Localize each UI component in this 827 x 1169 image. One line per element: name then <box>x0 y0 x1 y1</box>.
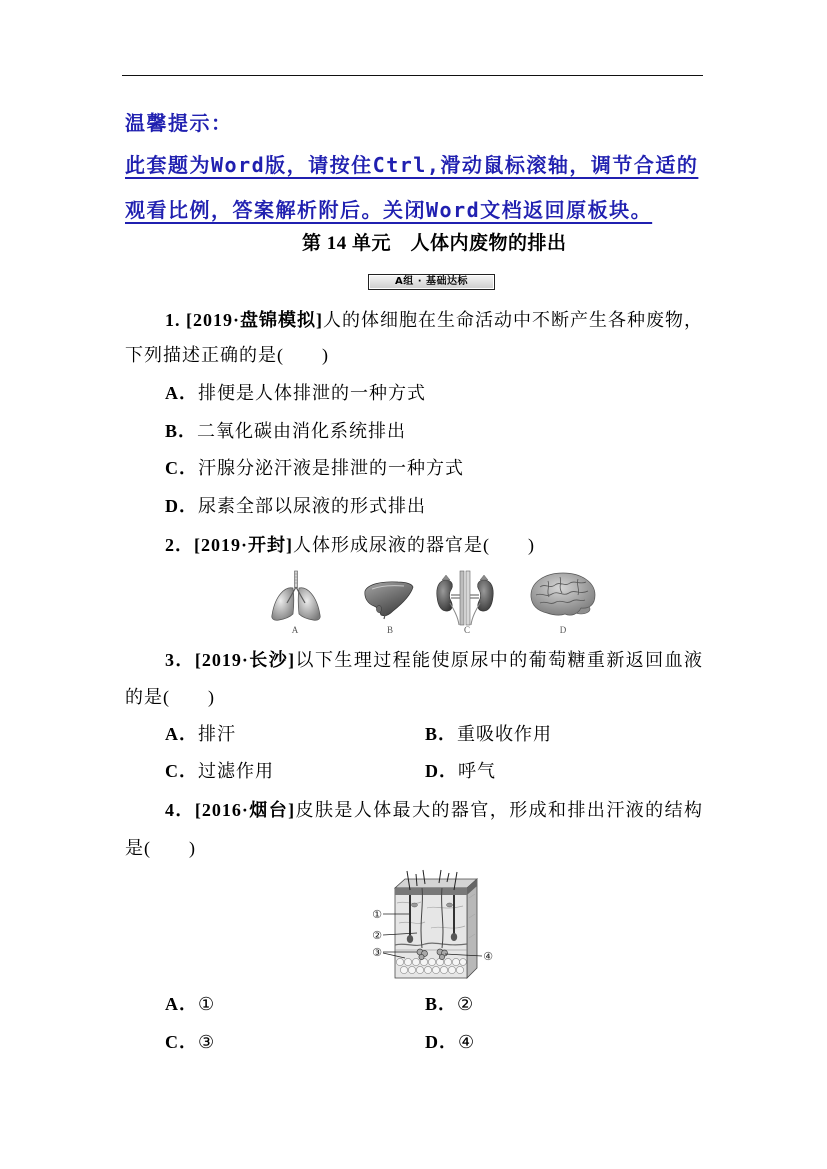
diagram-label-2: ② <box>372 929 382 942</box>
option-text: ① <box>198 994 216 1014</box>
option-letter: D． <box>425 761 458 781</box>
question-3-option-c <box>165 758 274 784</box>
question-number: 2． <box>165 535 194 555</box>
tip-label: 温馨提示： <box>125 111 233 135</box>
header-rule <box>122 75 703 76</box>
question-4-option-a <box>165 991 215 1017</box>
tip-line-1: 此套题为Word版，请按住Ctrl,滑动鼠标滚轴，调节合适的 <box>125 153 699 177</box>
liver-icon <box>365 582 413 619</box>
question-2-stem-line-1 <box>165 532 535 558</box>
question-stem-text: 人体形成尿液的器官是( ) <box>293 535 535 555</box>
option-letter: C． <box>165 1032 198 1052</box>
option-text: ③ <box>198 1032 216 1052</box>
unit-title: 第 14 单元 人体内废物的排出 <box>302 233 567 254</box>
diagram-label-4: ④ <box>483 950 493 963</box>
option-text: 呼气 <box>458 761 496 781</box>
question-1-option-c <box>165 455 464 481</box>
option-letter: B． <box>425 724 458 744</box>
skin-block <box>395 879 477 978</box>
figure-label-d: D <box>559 625 567 635</box>
option-letter: A． <box>165 383 198 403</box>
question-4-option-b <box>425 991 474 1017</box>
option-text: 二氧化碳由消化系统排出 <box>197 421 407 441</box>
diagram-label-3: ③ <box>372 946 382 959</box>
lungs-icon <box>272 571 320 620</box>
option-letter: A． <box>165 994 198 1014</box>
option-letter: A． <box>165 724 198 744</box>
question-3-stem-line-2 <box>125 684 215 710</box>
question-3-option-a <box>165 721 236 747</box>
question-1-option-d <box>165 493 426 519</box>
option-text: ④ <box>458 1032 476 1052</box>
question-source: [2019·长沙] <box>194 650 296 670</box>
option-text: 汗腺分泌汗液是排泄的一种方式 <box>198 458 464 478</box>
option-letter: B． <box>165 421 198 441</box>
kidneys-icon <box>437 571 493 625</box>
question-number: 1. <box>165 310 186 330</box>
option-text: 过滤作用 <box>198 761 274 781</box>
option-letter: C． <box>165 761 198 781</box>
brain-icon <box>531 573 595 615</box>
diagram-label-1: ① <box>372 908 382 921</box>
question-stem-text: 的是( ) <box>125 687 215 707</box>
question-3-stem-line-1 <box>165 647 703 673</box>
question-4-option-d <box>425 1029 475 1055</box>
question-stem-text: 是( ) <box>125 838 196 858</box>
option-text: 重吸收作用 <box>457 724 553 744</box>
option-text: ② <box>457 994 475 1014</box>
option-text: 尿素全部以尿液的形式排出 <box>198 496 426 516</box>
question-3-option-b <box>425 721 552 747</box>
question-3-option-d <box>425 758 496 784</box>
question-4-stem-line-2 <box>125 835 196 861</box>
option-text: 排便是人体排泄的一种方式 <box>198 383 426 403</box>
option-letter: D． <box>165 496 198 516</box>
figure-label-b: B <box>386 625 394 635</box>
option-text: 排汗 <box>198 724 236 744</box>
question-1-option-a <box>165 380 426 406</box>
figure-label-c: C <box>463 625 471 635</box>
question-1-stem-line-1 <box>165 307 703 333</box>
section-badge: A组 · 基础达标 <box>368 274 495 290</box>
tip-line-2: 观看比例，答案解析附后。关闭Word文档返回原板块。 <box>125 198 653 222</box>
question-4-option-c <box>165 1029 215 1055</box>
question-stem-text: 人的体细胞在生命活动中不断产生各种废物， <box>323 310 703 330</box>
option-letter: C． <box>165 458 198 478</box>
figure-label-a: A <box>291 625 299 635</box>
question-stem-text: 皮肤是人体最大的器官，形成和排出汗液的结构 <box>295 800 704 820</box>
question-source: [2016·烟台] <box>194 800 296 820</box>
question-stem-text: 以下生理过程能使原尿中的葡萄糖重新返回血液 <box>295 650 704 670</box>
question-1-option-b <box>165 418 406 444</box>
question-1-stem-line-2 <box>125 342 329 368</box>
option-letter: B． <box>425 994 458 1014</box>
organs-figure <box>260 565 605 640</box>
question-4-stem-line-1 <box>165 797 703 823</box>
question-source: [2019·盘锦模拟] <box>186 310 323 330</box>
option-letter: D． <box>425 1032 458 1052</box>
skin-structure-diagram <box>365 868 500 986</box>
question-number: 3． <box>165 650 195 670</box>
question-stem-text: 下列描述正确的是( ) <box>125 345 329 365</box>
question-source: [2019·开封] <box>194 535 293 555</box>
question-number: 4． <box>165 800 195 820</box>
